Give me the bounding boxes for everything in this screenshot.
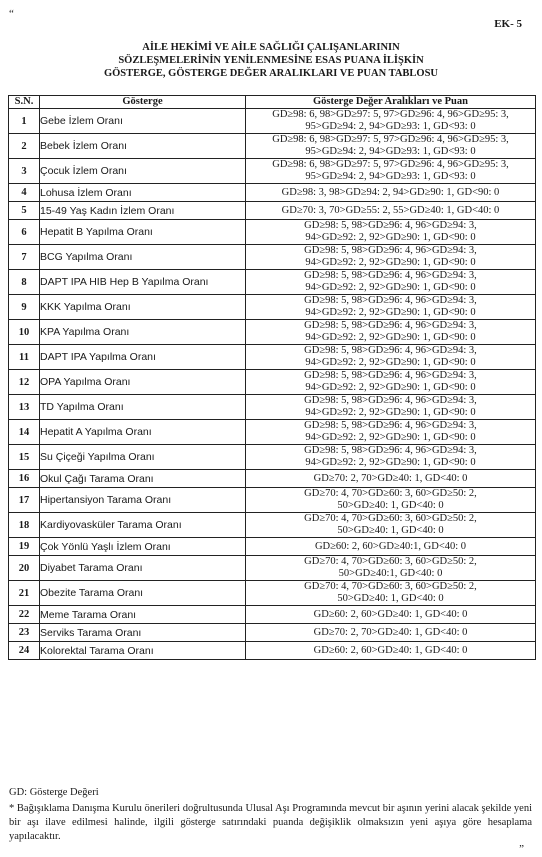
row-number: 13 (9, 395, 40, 420)
header-indicator: Gösterge (40, 96, 246, 109)
row-number: 15 (9, 445, 40, 470)
range-score-line: GD≥60: 2, 60>GD≥40: 1, GD<40: 0 (313, 608, 468, 620)
row-number: 6 (9, 220, 40, 245)
range-score-line: GD≥98: 5, 98>GD≥96: 4, 96>GD≥94: 3, (304, 245, 477, 256)
range-score-line: GD≥70: 4, 70>GD≥60: 3, 60>GD≥50: 2, (304, 488, 477, 499)
range-score-line: GD≥70: 3, 70>GD≥55: 2, 55>GD≥40: 1, GD<40: 0 (281, 204, 500, 216)
indicator-name: Obezite Tarama Oranı (40, 581, 246, 606)
range-score-line: GD≥98: 3, 98>GD≥94: 2, 94>GD≥90: 1, GD<90: 0 (281, 186, 500, 198)
range-score-cell (246, 624, 536, 642)
opening-quote: “ (9, 8, 14, 20)
range-score-line: 95>GD≥94: 2, 94>GD≥93: 1, GD<93: 0 (305, 171, 476, 182)
table-body (9, 109, 536, 660)
table-row (9, 642, 536, 660)
indicator-name: Serviks Tarama Oranı (40, 624, 246, 642)
range-score-cell (246, 320, 536, 345)
closing-quote: ” (519, 843, 524, 855)
range-score-line: GD≥98: 5, 98>GD≥96: 4, 96>GD≥94: 3, (304, 320, 477, 331)
range-score-line: GD≥70: 2, 70>GD≥40: 1, GD<40: 0 (313, 472, 468, 484)
range-score-cell (246, 395, 536, 420)
range-score-cell (246, 202, 536, 220)
table-row (9, 245, 536, 270)
row-number: 1 (9, 109, 40, 134)
row-number: 3 (9, 159, 40, 184)
row-number: 19 (9, 538, 40, 556)
row-number: 10 (9, 320, 40, 345)
title-line: AİLE HEKİMİ VE AİLE SAĞLIĞI ÇALIŞANLARININ (142, 42, 400, 53)
range-score-line: 50>GD≥40: 1, GD<40: 0 (337, 500, 444, 511)
table-row (9, 488, 536, 513)
indicator-name: Lohusa İzlem Oranı (40, 184, 246, 202)
indicator-name: Hipertansiyon Tarama Oranı (40, 488, 246, 513)
indicator-name: DAPT IPA HIB Hep B Yapılma Oranı (40, 270, 246, 295)
range-score-line: 94>GD≥92: 2, 92>GD≥90: 1, GD<90: 0 (305, 332, 476, 343)
header-ranges: Gösterge Değer Aralıkları ve Puan (246, 96, 536, 109)
footnote-gd: GD: Gösterge Değeri (9, 787, 99, 798)
range-score-cell (246, 270, 536, 295)
range-score-line: GD≥98: 5, 98>GD≥96: 4, 96>GD≥94: 3, (304, 420, 477, 431)
range-score-line: GD≥98: 5, 98>GD≥96: 4, 96>GD≥94: 3, (304, 395, 477, 406)
row-number: 18 (9, 513, 40, 538)
title-line: SÖZLEŞMELERİNİN YENİLENMESİNE ESAS PUANA İLİŞKİN (118, 55, 424, 66)
indicator-name: TD Yapılma Oranı (40, 395, 246, 420)
table-row (9, 345, 536, 370)
table-row (9, 109, 536, 134)
range-score-line: 94>GD≥92: 2, 92>GD≥90: 1, GD<90: 0 (305, 457, 476, 468)
range-score-line: 50>GD≥40: 1, GD<40: 0 (337, 593, 444, 604)
range-score-line: GD≥98: 5, 98>GD≥96: 4, 96>GD≥94: 3, (304, 345, 477, 356)
range-score-cell (246, 245, 536, 270)
annex-label: EK- 5 (494, 18, 522, 30)
table-row (9, 159, 536, 184)
range-score-line: 50>GD≥40:1, GD<40: 0 (338, 568, 443, 579)
indicator-name: Bebek İzlem Oranı (40, 134, 246, 159)
range-score-cell (246, 606, 536, 624)
range-score-cell (246, 345, 536, 370)
table-row (9, 556, 536, 581)
indicator-name: OPA Yapılma Oranı (40, 370, 246, 395)
table-row (9, 202, 536, 220)
indicator-name: Kolorektal Tarama Oranı (40, 642, 246, 660)
range-score-line: 95>GD≥94: 2, 94>GD≥93: 1, GD<93: 0 (305, 121, 476, 132)
row-number: 14 (9, 420, 40, 445)
range-score-line: GD≥98: 6, 98>GD≥97: 5, 97>GD≥96: 4, 96>GD≥95: 3, (272, 159, 509, 170)
indicator-name: BCG Yapılma Oranı (40, 245, 246, 270)
range-score-line: 94>GD≥92: 2, 92>GD≥90: 1, GD<90: 0 (305, 282, 476, 293)
score-table (8, 95, 536, 660)
range-score-line: GD≥98: 6, 98>GD≥97: 5, 97>GD≥96: 4, 96>GD≥95: 3, (272, 134, 509, 145)
row-number: 4 (9, 184, 40, 202)
range-score-line: GD≥98: 5, 98>GD≥96: 4, 96>GD≥94: 3, (304, 220, 477, 231)
indicator-name: Hepatit A Yapılma Oranı (40, 420, 246, 445)
range-score-line: 94>GD≥92: 2, 92>GD≥90: 1, GD<90: 0 (305, 432, 476, 443)
range-score-line: GD≥70: 2, 70>GD≥40: 1, GD<40: 0 (313, 626, 468, 638)
table-row (9, 445, 536, 470)
range-score-line: GD≥70: 4, 70>GD≥60: 3, 60>GD≥50: 2, (304, 513, 477, 524)
table-row (9, 295, 536, 320)
range-score-cell (246, 642, 536, 660)
range-score-cell (246, 538, 536, 556)
range-score-cell (246, 295, 536, 320)
range-score-line: 94>GD≥92: 2, 92>GD≥90: 1, GD<90: 0 (305, 357, 476, 368)
indicator-name: Çocuk İzlem Oranı (40, 159, 246, 184)
range-score-cell (246, 470, 536, 488)
range-score-cell (246, 159, 536, 184)
range-score-line: 94>GD≥92: 2, 92>GD≥90: 1, GD<90: 0 (305, 407, 476, 418)
indicator-name: 15-49 Yaş Kadın İzlem Oranı (40, 202, 246, 220)
range-score-cell (246, 581, 536, 606)
row-number: 12 (9, 370, 40, 395)
row-number: 11 (9, 345, 40, 370)
range-score-line: 95>GD≥94: 2, 94>GD≥93: 1, GD<93: 0 (305, 146, 476, 157)
range-score-cell (246, 184, 536, 202)
indicator-name: Hepatit B Yapılma Oranı (40, 220, 246, 245)
indicator-name: KKK Yapılma Oranı (40, 295, 246, 320)
range-score-cell (246, 220, 536, 245)
row-number: 5 (9, 202, 40, 220)
range-score-line: 50>GD≥40: 1, GD<40: 0 (337, 525, 444, 536)
indicator-name: Meme Tarama Oranı (40, 606, 246, 624)
range-score-cell (246, 134, 536, 159)
document-title (0, 41, 542, 80)
range-score-line: 94>GD≥92: 2, 92>GD≥90: 1, GD<90: 0 (305, 257, 476, 268)
table-row (9, 538, 536, 556)
indicator-name: DAPT IPA Yapılma Oranı (40, 345, 246, 370)
header-sn: S.N. (9, 96, 40, 109)
table-row (9, 581, 536, 606)
table-row (9, 606, 536, 624)
row-number: 23 (9, 624, 40, 642)
range-score-cell (246, 445, 536, 470)
table-row (9, 270, 536, 295)
header-row (9, 96, 536, 109)
range-score-cell (246, 370, 536, 395)
range-score-line: GD≥98: 5, 98>GD≥96: 4, 96>GD≥94: 3, (304, 295, 477, 306)
table-row (9, 420, 536, 445)
range-score-line: GD≥98: 5, 98>GD≥96: 4, 96>GD≥94: 3, (304, 270, 477, 281)
range-score-cell (246, 420, 536, 445)
row-number: 20 (9, 556, 40, 581)
table-row (9, 395, 536, 420)
table-row (9, 624, 536, 642)
table-row (9, 320, 536, 345)
row-number: 7 (9, 245, 40, 270)
table-row (9, 470, 536, 488)
indicator-name: Okul Çağı Tarama Oranı (40, 470, 246, 488)
indicator-name: Su Çiçeği Yapılma Oranı (40, 445, 246, 470)
row-number: 2 (9, 134, 40, 159)
range-score-line: GD≥60: 2, 60>GD≥40:1, GD<40: 0 (314, 540, 467, 552)
row-number: 21 (9, 581, 40, 606)
range-score-line: GD≥98: 5, 98>GD≥96: 4, 96>GD≥94: 3, (304, 370, 477, 381)
range-score-cell (246, 556, 536, 581)
row-number: 17 (9, 488, 40, 513)
range-score-line: 94>GD≥92: 2, 92>GD≥90: 1, GD<90: 0 (305, 307, 476, 318)
range-score-cell (246, 488, 536, 513)
row-number: 24 (9, 642, 40, 660)
indicator-name: Çok Yönlü Yaşlı İzlem Oranı (40, 538, 246, 556)
range-score-line: GD≥70: 4, 70>GD≥60: 3, 60>GD≥50: 2, (304, 556, 477, 567)
indicator-name: Diyabet Tarama Oranı (40, 556, 246, 581)
indicator-name: Gebe İzlem Oranı (40, 109, 246, 134)
row-number: 8 (9, 270, 40, 295)
range-score-line: GD≥60: 2, 60>GD≥40: 1, GD<40: 0 (313, 644, 468, 656)
range-score-cell (246, 513, 536, 538)
range-score-line: GD≥70: 4, 70>GD≥60: 3, 60>GD≥50: 2, (304, 581, 477, 592)
range-score-line: 94>GD≥92: 2, 92>GD≥90: 1, GD<90: 0 (305, 232, 476, 243)
table-row (9, 513, 536, 538)
range-score-line: GD≥98: 6, 98>GD≥97: 5, 97>GD≥96: 4, 96>GD≥95: 3, (272, 109, 509, 120)
table-row (9, 220, 536, 245)
row-number: 16 (9, 470, 40, 488)
table-row (9, 134, 536, 159)
range-score-cell (246, 109, 536, 134)
indicator-name: Kardiyovasküler Tarama Oranı (40, 513, 246, 538)
title-line: GÖSTERGE, GÖSTERGE DEĞER ARALIKLARI VE PUAN TABLOSU (103, 68, 439, 79)
footnote-star: * Bağışıklama Danışma Kurulu önerileri doğrultusunda Ulusal Aşı Programında mevcut bir aşının yerini alacak şekilde yeni bir aşı ilave edilmesi halinde, ilgili gösterge satırındaki puanda değişiklik olmaksızın yeni aşıya göre hesaplama yapılacaktır. (9, 803, 532, 842)
row-number: 22 (9, 606, 40, 624)
indicator-name: KPA Yapılma Oranı (40, 320, 246, 345)
range-score-line: GD≥98: 5, 98>GD≥96: 4, 96>GD≥94: 3, (304, 445, 477, 456)
table-row (9, 370, 536, 395)
table-row (9, 184, 536, 202)
row-number: 9 (9, 295, 40, 320)
range-score-line: 94>GD≥92: 2, 92>GD≥90: 1, GD<90: 0 (305, 382, 476, 393)
